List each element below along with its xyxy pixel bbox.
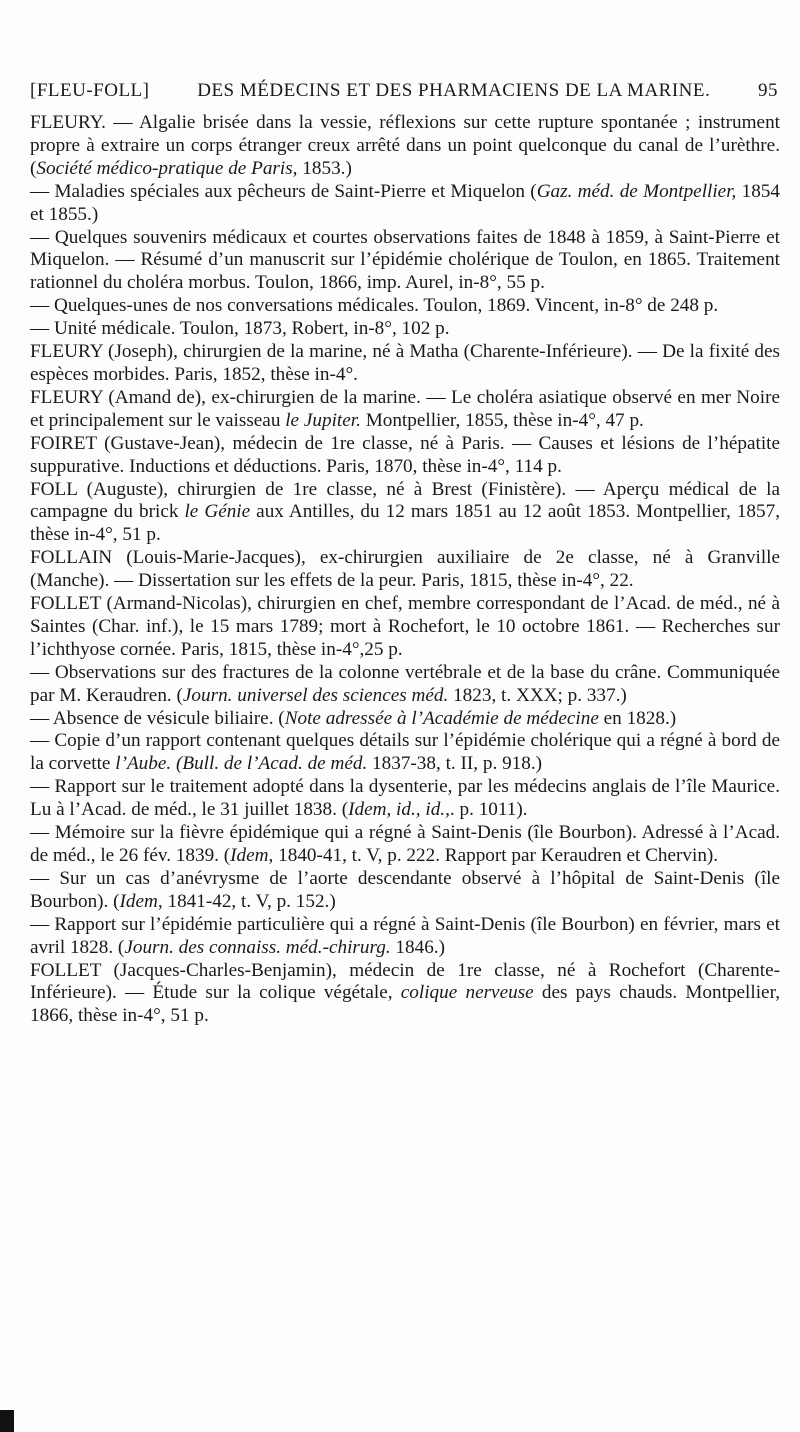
entry-text-tail: 1854 et 1855.) xyxy=(30,180,780,225)
entry-text: Mémoire sur la fièvre épidémique qui a régné à Saint-Denis (île Bourbon). Adressé à l’Acad. de méd., le 26 fév. 1839. ( xyxy=(30,822,780,866)
entry-text: Quelques-unes de nos conversations médicales. Toulon, 1869. Vincent, in-8° de 248 p. xyxy=(49,295,719,317)
entry-author: FOLLET xyxy=(30,593,102,615)
entry-text: (Jacques-Charles-Benjamin), médecin de 1re classe, né à Rochefort (Charente-Inférieure). — Étude sur la colique végétale, xyxy=(30,959,780,1004)
entry-italic-source: Journ. des connaiss. méd.-chirurg. xyxy=(124,936,391,958)
entry-text-tail: 1841-42, t. V, p. 152.) xyxy=(162,890,336,912)
entry-author: FLEURY. xyxy=(30,112,106,133)
entry-text-tail: 1837-38, t. II, p. 918.) xyxy=(367,753,543,775)
bibliography-entry xyxy=(30,547,780,593)
body-text xyxy=(30,112,780,1028)
entry-text: Absence de vésicule biliaire. ( xyxy=(49,707,285,729)
bibliography-entry xyxy=(30,181,780,227)
entry-text: Rapport sur l’épidémie particulière qui a régné à Saint-Denis (île Bourbon) en février, mars et avril 1828. ( xyxy=(30,913,780,958)
bibliography-entry xyxy=(30,227,780,296)
entry-text: (Amand de), ex-chirurgien de la marine. — Le choléra asiatique observé en mer Noire et principalement sur le vaisseau xyxy=(30,386,780,431)
entry-text-tail: Montpellier, 1855, thèse in-4°, 47 p. xyxy=(360,409,644,431)
bibliography-entry xyxy=(30,822,780,868)
entry-author: — xyxy=(30,180,50,202)
entry-italic-source: colique nerveuse xyxy=(400,982,534,1004)
bibliography-entry xyxy=(30,112,780,181)
bibliography-entry xyxy=(30,914,780,960)
bibliography-entry xyxy=(30,479,780,548)
entry-italic-source: le Jupiter. xyxy=(285,409,361,431)
entry-author: — xyxy=(30,707,50,729)
entry-italic-source: Note adressée à l’Académie de médecine xyxy=(284,707,599,729)
entry-italic-source: Idem, id., id., xyxy=(348,799,450,821)
entry-author: — xyxy=(30,226,50,248)
entry-author: FOLLET xyxy=(30,959,102,981)
entry-author: FOLLAIN xyxy=(30,547,113,569)
bibliography-entry xyxy=(30,960,780,1029)
entry-author: FLEURY xyxy=(30,386,103,408)
bibliography-entry xyxy=(30,341,780,387)
running-header xyxy=(30,80,778,102)
entry-author: — xyxy=(30,295,50,317)
entry-author: FOLL xyxy=(30,478,78,500)
bibliography-entry xyxy=(30,387,780,433)
entry-italic-source: le Génie xyxy=(184,501,251,523)
scan-edge-mark xyxy=(0,1410,14,1432)
entry-author: — xyxy=(30,776,50,798)
entry-author: FLEURY xyxy=(30,341,103,363)
entry-text: (Joseph), chirurgien de la marine, né à Matha (Charente-Inférieure). — De la fixité des espèces morbides. Paris, 1852, thèse in-4°. xyxy=(30,341,780,385)
entry-text: (Louis-Marie-Jacques), ex-chirurgien auxiliaire de 2e classe, né à Granville (Manche). — Dissertation sur les effets de la peur. Paris, 1815, thèse in-4°, 22. xyxy=(30,547,780,592)
entry-text: Observations sur des fractures de la colonne vertébrale et de la base du crâne. Communiquée par M. Keraudren. ( xyxy=(30,661,780,706)
bibliography-entry xyxy=(30,433,780,479)
bibliography-entry xyxy=(30,730,780,776)
entry-text-tail: 1846.) xyxy=(390,936,445,958)
entry-text-tail: 1823, t. XXX; p. 337.) xyxy=(448,684,627,706)
entry-text: Quelques souvenirs médicaux et courtes observations faites de 1848 à 1859, à Saint-Pierre et Miquelon. — Résumé d’un manuscrit sur l’épidémie cholérique de Toulon, en 1865. Traitement rationnel du choléra morbus. Toulon, 1866, imp. Aurel, in-8°, 55 p. xyxy=(30,226,780,294)
entry-text: — Algalie brisée dans la vessie, réflexions sur cette rupture spontanée ; instrument propre à extraire un corps étranger creux arrêté dans un point quelconque du canal de l’urèthre. ( xyxy=(30,112,780,179)
entry-italic-source: Journ. universel des sciences méd. xyxy=(182,684,449,706)
bibliography-entry xyxy=(30,868,780,914)
entry-text: (Armand-Nicolas), chirurgien en chef, membre correspondant de l’Acad. de méd., né à Saintes (Char. inf.), le 15 mars 1789; mort à Rochefort, le 10 octobre 1861. — Recherches sur l’ichthyose cornée. Paris, 1815, thèse in-4°,25 p. xyxy=(30,593,780,660)
entry-text: Sur un cas d’anévrysme de l’aorte descendante observé à l’hôpital de Saint-Denis (île Bourbon). ( xyxy=(30,867,780,912)
bibliography-entry xyxy=(30,593,780,662)
entry-italic-source: Société médico-pratique de Paris, xyxy=(36,157,298,179)
entry-text-tail: 1840-41, t. V, p. 222. Rapport par Keraudren et Chervin). xyxy=(273,845,719,866)
entry-italic-source: Idem, xyxy=(230,845,274,866)
bibliography-entry xyxy=(30,708,780,731)
entry-author: FOIRET xyxy=(30,432,97,454)
entry-italic-source: Idem, xyxy=(119,890,163,912)
bibliography-entry xyxy=(30,662,780,708)
entry-text: Rapport sur le traitement adopté dans la dysenterie, par les médecins anglais de l’île Maurice. Lu à l’Acad. de méd., le 31 juillet 1838. ( xyxy=(30,776,780,821)
entry-text: Maladies spéciales aux pêcheurs de Saint-Pierre et Miquelon ( xyxy=(49,180,537,202)
header-range: [FLEU-FOLL] xyxy=(30,80,150,101)
entry-text-tail: des pays chauds. Montpellier, 1866, thèse in-4°, 51 p. xyxy=(30,982,780,1027)
entry-text-tail: 1853.) xyxy=(297,157,352,179)
entry-author: — xyxy=(30,822,50,844)
bibliography-entry xyxy=(30,318,780,341)
entry-author: — xyxy=(30,318,50,340)
entry-author: — xyxy=(30,730,50,752)
entry-text-tail: en 1828.) xyxy=(598,707,677,729)
entry-text: Unité médicale. Toulon, 1873, Robert, in-8°, 102 p. xyxy=(49,318,450,340)
entry-author: — xyxy=(30,913,50,935)
bibliography-entry xyxy=(30,776,780,822)
entry-text-tail: . p. 1011). xyxy=(449,799,528,821)
entry-italic-source: Gaz. méd. de Montpellier, xyxy=(536,180,737,202)
entry-text: (Gustave-Jean), médecin de 1re classe, né à Paris. — Causes et lésions de l’hépatite suppurative. Inductions et déductions. Paris, 1870, thèse in-4°, 114 p. xyxy=(30,432,780,477)
header-title: DES MÉDECINS ET DES PHARMACIENS DE LA MARINE. xyxy=(197,80,711,101)
entry-text: Copie d’un rapport contenant quelques détails sur l’épidémie cholérique qui a régné à bord de la corvette xyxy=(30,730,780,775)
entry-text-tail: aux Antilles, du 12 mars 1851 au 12 août 1853. Montpellier, 1857, thèse in-4°, 51 p. xyxy=(30,501,780,546)
entry-author: — xyxy=(30,661,50,683)
page-number: 95 xyxy=(758,80,778,101)
entry-text: (Auguste), chirurgien de 1re classe, né à Brest (Finistère). — Aperçu médical de la campagne du brick xyxy=(30,478,780,523)
entry-italic-source: l’Aube. (Bull. de l’Acad. de méd. xyxy=(115,753,368,775)
entry-author: — xyxy=(30,867,50,889)
bibliography-entry xyxy=(30,295,780,318)
